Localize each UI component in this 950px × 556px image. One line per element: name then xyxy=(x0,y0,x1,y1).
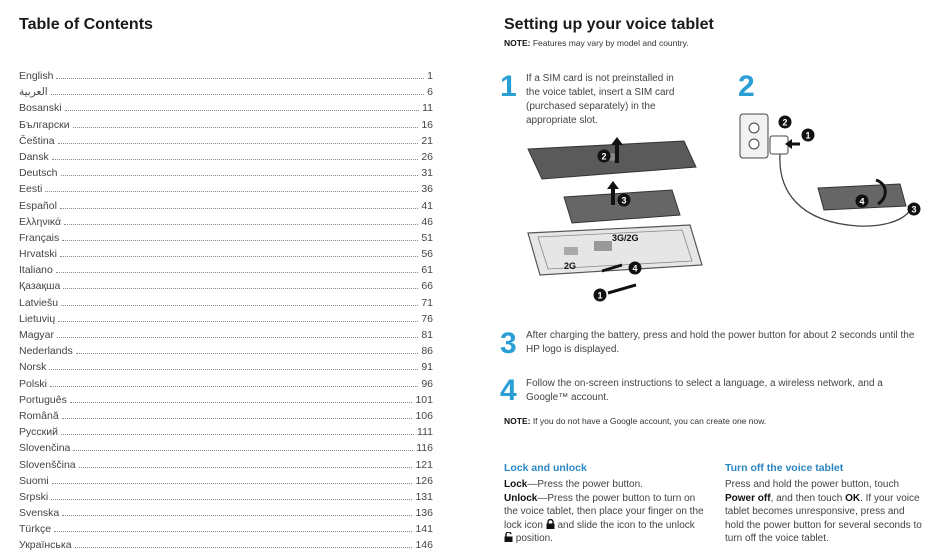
toc-entry[interactable] xyxy=(19,507,433,523)
charging-illustration xyxy=(738,110,928,240)
toc-entry-page: 121 xyxy=(415,458,433,471)
toc-entry-page: 91 xyxy=(421,361,433,374)
note-google-account: NOTE: If you do not have a Google account, you can create one now. xyxy=(504,416,767,426)
toc-entry-page: 96 xyxy=(421,377,433,390)
toc-leader-dots xyxy=(60,208,418,209)
toc-entry[interactable] xyxy=(19,200,433,216)
toc-entry-page: 116 xyxy=(416,442,433,455)
toc-entry[interactable] xyxy=(19,264,433,280)
step-1-number: 1 xyxy=(500,70,517,103)
fig1-callout-4: 4 xyxy=(632,263,638,274)
lock-open-icon xyxy=(504,532,513,542)
toc-entry-name: Svenska xyxy=(19,507,60,520)
slot-3g2g-label: 3G/2G xyxy=(612,233,639,243)
toc-entry-name: Srpski xyxy=(19,490,49,503)
toc-leader-dots xyxy=(73,450,413,451)
toc-leader-dots xyxy=(62,515,412,516)
toc-entry[interactable] xyxy=(19,410,433,426)
toc-entry[interactable] xyxy=(19,345,433,361)
toc-entry[interactable] xyxy=(19,378,433,394)
toc-entry-page: 111 xyxy=(417,426,433,439)
toc-entry-page: 76 xyxy=(421,312,433,325)
lock-closed-icon xyxy=(546,519,555,529)
toc-leader-dots xyxy=(51,94,424,95)
toc-entry[interactable] xyxy=(19,280,433,296)
step-1-text: If a SIM card is not preinstalled in the voice tablet, insert a SIM card (purchased separately) in the appropriate slot. xyxy=(526,73,675,126)
fig2-callout-2: 2 xyxy=(782,117,788,128)
toc-entry-name: Română xyxy=(19,409,59,422)
step-4-number: 4 xyxy=(500,374,517,407)
toc-entry-name: Suomi xyxy=(19,474,49,487)
lock-paragraph: Lock—Press the power button. xyxy=(504,479,643,490)
toc-entry-name: Italiano xyxy=(19,264,53,277)
fig1-callout-3: 3 xyxy=(621,195,627,206)
toc-leader-dots xyxy=(62,418,413,419)
toc-leader-dots xyxy=(58,321,418,322)
turn-off-section xyxy=(725,462,925,546)
toc-entry[interactable] xyxy=(19,167,433,183)
toc-entry[interactable] xyxy=(19,394,433,410)
toc-entry-name: Български xyxy=(19,118,70,131)
note-features: NOTE: Features may vary by model and country. xyxy=(504,38,689,48)
turn-off-heading: Turn off the voice tablet xyxy=(725,462,844,474)
turn-off-paragraph: Press and hold the power button, touch Power off, and then touch OK. If your voice tablet becomes unresponsive, press and hold the power button for several seconds to turn off the voice tablet. xyxy=(725,479,922,544)
fig1-callout-1: 1 xyxy=(597,290,603,301)
toc-entry-page: 6 xyxy=(427,86,433,99)
toc-entry-name: Magyar xyxy=(19,329,55,341)
toc-entry[interactable] xyxy=(19,216,433,232)
toc-leader-dots xyxy=(60,256,418,257)
toc-entry[interactable] xyxy=(19,151,433,167)
toc-entry-name: Latviešu xyxy=(19,296,59,309)
toc-entry[interactable] xyxy=(19,248,433,264)
toc-leader-dots xyxy=(49,369,418,370)
fig2-callout-3: 3 xyxy=(911,204,917,215)
toc-leader-dots xyxy=(50,386,418,387)
step-3-text: After charging the battery, press and hold the power button for about 2 seconds until the HP logo is displayed. xyxy=(526,330,915,355)
toc-entry-page: 21 xyxy=(421,134,433,147)
toc-entry[interactable] xyxy=(19,102,433,118)
fig2-callout-4: 4 xyxy=(859,196,865,207)
lock-unlock-section xyxy=(504,462,704,546)
lock-unlock-heading: Lock and unlock xyxy=(504,462,587,474)
toc-leader-dots xyxy=(51,499,412,500)
toc-entry[interactable] xyxy=(19,86,433,102)
toc-entry[interactable] xyxy=(19,297,433,313)
toc-entry[interactable] xyxy=(19,313,433,329)
toc-entry-name: Slovenčina xyxy=(19,442,71,455)
step-4-text: Follow the on-screen instructions to select a language, a wireless network, and a Google™ account. xyxy=(526,378,883,403)
toc-entry-page: 136 xyxy=(415,507,433,520)
toc-entry[interactable] xyxy=(19,426,433,442)
fig1-callout-2: 2 xyxy=(601,151,607,162)
toc-leader-dots xyxy=(61,434,414,435)
toc-leader-dots xyxy=(56,272,418,273)
toc-leader-dots xyxy=(64,224,418,225)
toc-leader-dots xyxy=(52,483,413,484)
setup-title: Setting up your voice tablet xyxy=(504,16,714,33)
toc-entry-name: Čeština xyxy=(19,134,55,147)
toc-entry-page: 81 xyxy=(421,329,433,341)
toc-entry-page: 16 xyxy=(421,118,433,131)
toc-entry-name: Қазақша xyxy=(19,280,61,293)
toc-entry-name: Dansk xyxy=(19,150,49,163)
fig2-callout-1: 1 xyxy=(805,130,811,141)
toc-entry-page: 66 xyxy=(421,280,433,293)
toc-entry-name: Hrvatski xyxy=(19,248,57,261)
toc-entry-page: 126 xyxy=(415,474,433,487)
toc-leader-dots xyxy=(61,305,418,306)
toc-entry-page: 26 xyxy=(421,150,433,163)
slot-2g-label: 2G xyxy=(564,261,577,271)
toc-entry-page: 141 xyxy=(415,523,433,536)
toc-entry[interactable] xyxy=(19,459,433,475)
toc-entry-name: العربية xyxy=(19,86,48,99)
toc-entry-name: Español xyxy=(19,199,57,212)
toc-entry-page: 11 xyxy=(422,102,433,115)
toc-leader-dots xyxy=(58,143,419,144)
toc-entry[interactable] xyxy=(19,329,433,345)
sim-install-illustration xyxy=(524,135,709,310)
toc-entry-name: Nederlands xyxy=(19,345,73,358)
toc-leader-dots xyxy=(79,467,413,468)
toc-entry[interactable] xyxy=(19,361,433,377)
toc-leader-dots xyxy=(73,127,419,128)
toc-entry-page: 31 xyxy=(421,167,433,180)
toc-leader-dots xyxy=(54,531,412,532)
toc-entry[interactable] xyxy=(19,119,433,135)
toc-entry[interactable] xyxy=(19,135,433,151)
toc-leader-dots xyxy=(61,175,419,176)
toc-list xyxy=(19,70,433,556)
toc-entry-name: Slovenščina xyxy=(19,458,76,471)
toc-entry[interactable] xyxy=(19,183,433,199)
toc-entry-page: 106 xyxy=(415,409,433,422)
setup-page xyxy=(500,0,934,555)
toc-entry-page: 61 xyxy=(421,264,433,277)
toc-leader-dots xyxy=(70,402,413,403)
toc-leader-dots xyxy=(56,78,424,79)
toc-entry-page: 36 xyxy=(421,183,433,196)
toc-leader-dots xyxy=(45,191,418,192)
unlock-paragraph: Unlock—Press the power button to turn on the voice tablet, then place your finger on the lock icon and slide the icon to the unlock position. xyxy=(504,492,704,544)
toc-leader-dots xyxy=(57,337,418,338)
toc-leader-dots xyxy=(76,353,419,354)
toc-entry-name: Українська xyxy=(19,539,72,552)
toc-entry-name: Polski xyxy=(19,377,48,390)
toc-leader-dots xyxy=(75,547,413,548)
toc-leader-dots xyxy=(62,240,418,241)
toc-leader-dots xyxy=(52,159,419,160)
toc-entry-page: 56 xyxy=(421,248,433,261)
toc-title: Table of Contents xyxy=(19,16,153,33)
toc-entry-name: Deutsch xyxy=(19,167,58,180)
toc-entry-page: 41 xyxy=(421,199,433,212)
toc-entry-name: Norsk xyxy=(19,361,47,374)
toc-entry-page: 1 xyxy=(427,70,433,82)
toc-leader-dots xyxy=(63,288,418,289)
toc-entry-page: 71 xyxy=(421,296,433,309)
toc-entry-name: Ελληνικά xyxy=(19,215,62,228)
step-3-number: 3 xyxy=(500,327,517,360)
toc-entry[interactable] xyxy=(19,539,433,555)
toc-entry[interactable] xyxy=(19,491,433,507)
toc-entry-name: Türkçe xyxy=(19,523,52,536)
step-2-number: 2 xyxy=(738,70,755,103)
toc-entry-page: 146 xyxy=(415,539,433,552)
toc-entry-name: English xyxy=(19,70,54,82)
toc-entry-name: Lietuvių xyxy=(19,312,56,325)
toc-entry-name: Français xyxy=(19,231,60,244)
toc-entry[interactable] xyxy=(19,442,433,458)
toc-entry-page: 86 xyxy=(421,345,433,358)
toc-entry[interactable] xyxy=(19,475,433,491)
toc-entry-page: 46 xyxy=(421,215,433,228)
toc-leader-dots xyxy=(65,110,419,111)
toc-entry[interactable] xyxy=(19,523,433,539)
toc-entry-name: Русский xyxy=(19,426,58,439)
toc-entry-page: 101 xyxy=(415,393,433,406)
toc-entry-name: Português xyxy=(19,393,67,406)
toc-entry-name: Bosanski xyxy=(19,102,62,115)
toc-entry[interactable] xyxy=(19,70,433,86)
toc-entry-name: Eesti xyxy=(19,183,43,196)
toc-entry-page: 51 xyxy=(421,231,433,244)
toc-entry-page: 131 xyxy=(415,490,433,503)
toc-entry[interactable] xyxy=(19,232,433,248)
